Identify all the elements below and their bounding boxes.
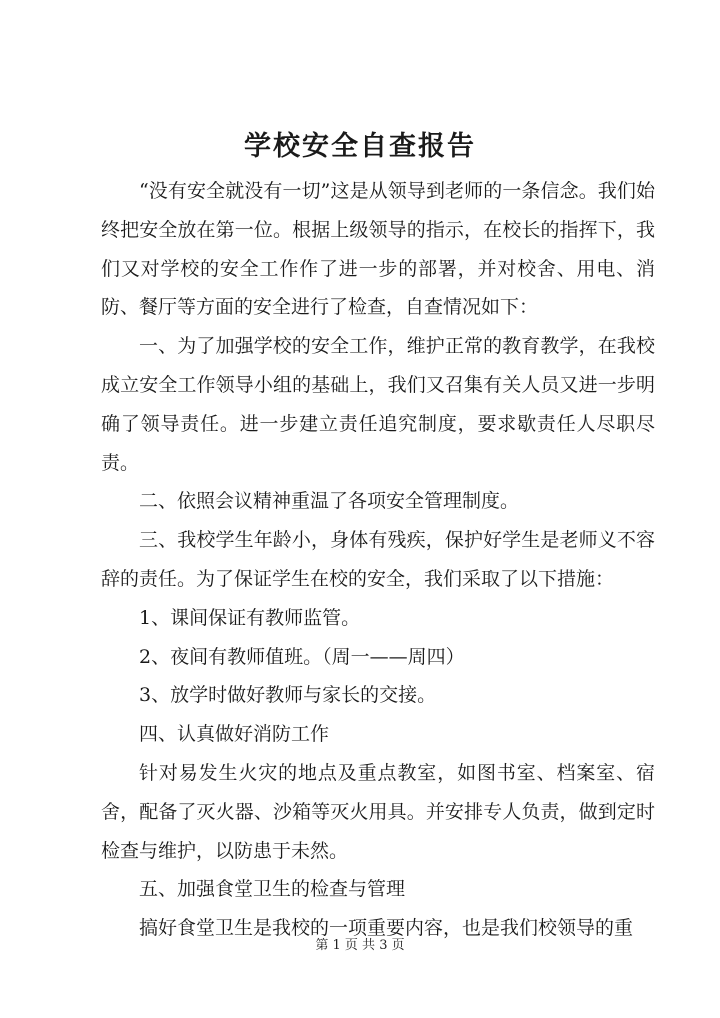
page-number: 第 1 页 共 3 页 [315,938,405,953]
paragraph-section-3: 三、我校学生年龄小，身体有残疾，保护好学生是老师义不容辞的责任。为了保证学生在校的安全，我们采取了以下措施： [101,529,655,590]
list-item-measure-1: 1、课间保证有教师监管。 [139,606,361,629]
section-heading-fire: 四、认真做好消防工作 [139,723,330,746]
document-body [101,172,655,948]
paragraph-section-1: 一、为了加强学校的安全工作，维护正常的教育教学，在我校成立安全工作领导小组的基础上，我们又召集有关人员又进一步明确了领导责任。进一步建立责任追究制度，要求歇责任人尽职尽责。 [101,335,655,474]
paragraph-section-2: 二、依照会议精神重温了各项安全管理制度。 [139,490,520,513]
section-heading-canteen: 五、加强食堂卫生的检查与管理 [139,878,406,901]
list-item-measure-2: 2、夜间有教师值班。（周一——周四） [139,645,465,668]
document-title: 学校安全自查报告 [244,131,476,162]
paragraph-canteen: 搞好食堂卫生是我校的一项重要内容，也是我们校领导的重 [139,917,634,940]
paragraph-fire: 针对易发生火灾的地点及重点教室，如图书室、档案室、宿舍，配备了灭火器、沙箱等灭火用具。并安排专人负责，做到定时检查与维护，以防患于未然。 [101,761,655,862]
paragraph-intro: “没有安全就没有一切”这是从领导到老师的一条信念。我们始终把安全放在第一位。根据上级领导的指示，在校长的指挥下，我们又对学校的安全工作作了进一步的部署，并对校舍、用电、消防、餐厅等方面的安全进行了检查，自查情况如下： [101,180,655,319]
list-item-measure-3: 3、放学时做好教师与家长的交接。 [139,684,437,707]
